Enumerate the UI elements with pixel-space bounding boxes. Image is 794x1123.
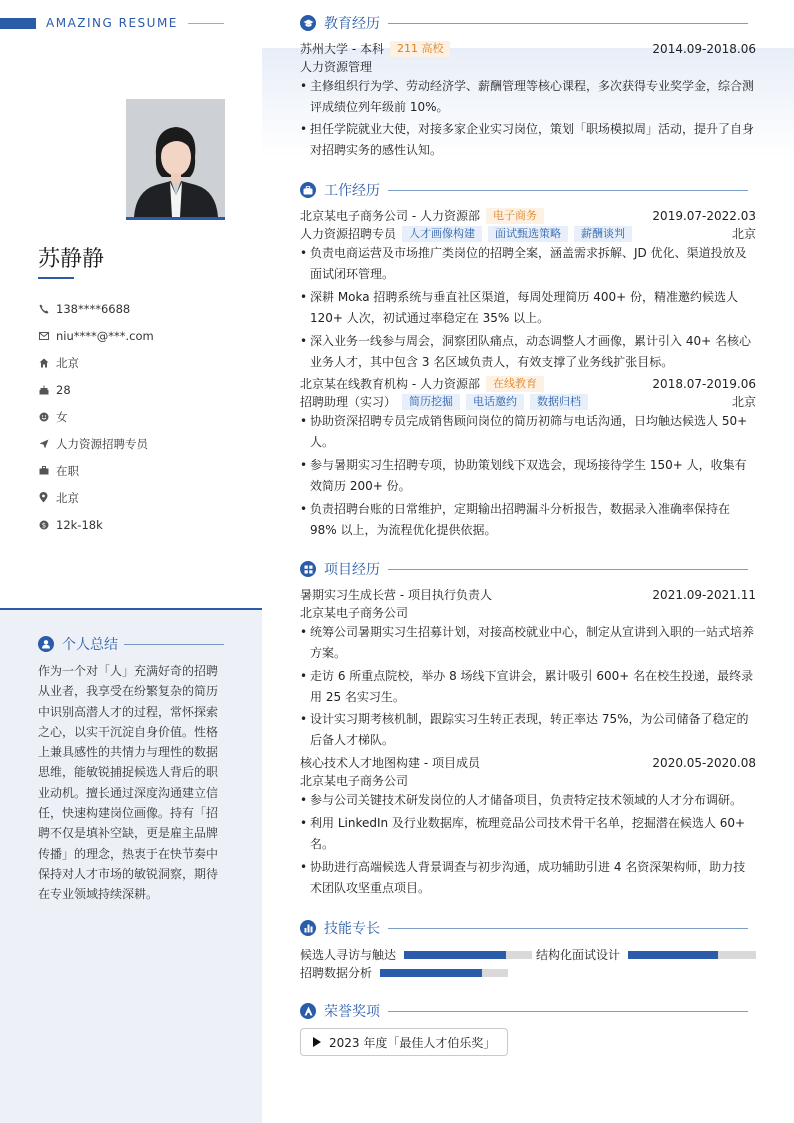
- job-city: 北京: [731, 395, 756, 409]
- job-bullet: • 协助资深招聘专员完成销售顾问岗位的简历初筛与电话沟通，日均触达候选人 50+ 人。: [300, 411, 756, 453]
- honors-heading: [300, 1001, 748, 1021]
- job-header-row: [300, 207, 756, 224]
- project-bullet: • 统筹公司暑期实习生招募计划，对接高校就业中心，制定从宣讲到入职的一站式培养方案。: [300, 622, 756, 664]
- brand-header: [0, 16, 224, 30]
- play-icon: [313, 1037, 321, 1047]
- skill-name: 结构化面试设计: [536, 948, 621, 962]
- education-heading: [300, 13, 748, 33]
- skill-bar-fill: [380, 969, 482, 977]
- contact-age: [38, 376, 248, 403]
- job-industry-tag: 电子商务: [486, 208, 544, 224]
- contact-text: 在职: [56, 463, 79, 478]
- work-heading: [300, 180, 748, 200]
- skill-item: [300, 946, 532, 963]
- projects-title: 项目经历: [324, 562, 380, 578]
- brand-bar: [0, 18, 36, 29]
- bar-chart-icon: [300, 920, 316, 936]
- job-skill-tag: 薪酬谈判: [574, 226, 632, 242]
- job-bullet: • 深入业务一线参与周会，洞察团队痛点，动态调整人才画像，累计引入 40+ 名核心业务人才，其中包含 3 名区域负责人，有效支撑了业务线扩张目标。: [300, 331, 756, 373]
- project-bullet: • 参与公司关键技术研发岗位的人才储备项目，负责特定技术领域的人才分布调研。: [300, 790, 756, 811]
- project-org-row: [300, 772, 756, 789]
- contact-location: [38, 484, 248, 511]
- job-skill-tag: 数据归档: [530, 394, 588, 410]
- school-name: 苏州大学 - 本科: [300, 42, 384, 56]
- job-skill-tag: 面试甄选策略: [488, 226, 568, 242]
- project-bullet: • 走访 6 所重点院校，举办 8 场线下宣讲会，累计吸引 600+ 名在校生投递，最终录用 25 名实习生。: [300, 666, 756, 708]
- contact-text: 12k-18k: [56, 517, 103, 532]
- profile-name: 苏静静: [38, 247, 105, 272]
- phone-icon: [38, 303, 49, 314]
- project-bullet: • 利用 LinkedIn 及行业数据库，梳理竞品公司技术骨干名单，挖掘潜在候选人 60+ 名。: [300, 813, 756, 855]
- salary-icon: [38, 519, 49, 530]
- contact-text: 人力资源招聘专员: [56, 436, 148, 451]
- major-name: 人力资源管理: [300, 60, 373, 74]
- job-bullet: • 参与暑期实习生招聘专项，协助策划线下双选会，现场接待学生 150+ 人，收集有效简历 200+ 份。: [300, 455, 756, 497]
- medal-icon: [300, 1003, 316, 1019]
- send-icon: [38, 438, 49, 449]
- contact-text: 北京: [56, 490, 79, 505]
- user-icon: [38, 636, 54, 652]
- job-company: 北京某电子商务公司 - 人力资源部: [300, 209, 480, 223]
- job-company: 北京某在线教育机构 - 人力资源部: [300, 377, 480, 391]
- skill-item: [300, 964, 508, 981]
- education-major-row: [300, 58, 756, 75]
- education-title: 教育经历: [324, 16, 380, 32]
- briefcase-icon: [38, 465, 49, 476]
- education-date: 2014.09-2018.06: [652, 41, 756, 56]
- job-role: 招聘助理（实习）: [300, 395, 397, 409]
- honors-title: 荣誉奖项: [324, 1004, 380, 1020]
- contact-text: 28: [56, 382, 71, 397]
- right-column: [262, 0, 794, 1123]
- project-header-row: [300, 586, 756, 603]
- contact-list: [38, 295, 248, 538]
- summary-title: 个人总结: [62, 637, 118, 653]
- project-org: 北京某电子商务公司: [300, 774, 409, 788]
- left-column: [0, 0, 262, 1123]
- project-name: 核心技术人才地图构建 - 项目成员: [300, 756, 480, 770]
- contact-status: [38, 457, 248, 484]
- contact-salary: [38, 511, 248, 538]
- work-divider: [388, 190, 748, 191]
- skill-item: [536, 946, 756, 963]
- job-industry-tag: 在线教育: [486, 376, 544, 392]
- summary-text: 作为一个对「人」充满好奇的招聘从业者，我享受在纷繁复杂的简历中识别高潜人才的过程，常怀探索之心，以实干沉淀自身价值。性格上兼具感性的共情力与理性的数据思维，能敏锐捕捉候选人背后的职业动机。擅长通过深度沟通建立信任，快速构建岗位画像。持有「招聘不仅是填补空缺，更是雇主品牌传播」的理念，热衷于在快节奏中保持对人才市场的敏锐洞察，期待在专业领域持续深耕。: [38, 664, 219, 902]
- contact-email: [38, 322, 248, 349]
- project-org-row: [300, 604, 756, 621]
- skills-title: 技能专长: [324, 921, 380, 937]
- graduation-cap-icon: [300, 15, 316, 31]
- job-bullet: • 负责电商运营及市场推广类岗位的招聘全案，涵盖需求拆解、JD 优化、渠道投放及面试闭环管理。: [300, 243, 756, 285]
- contact-home: [38, 349, 248, 376]
- award-item[interactable]: [300, 1028, 508, 1056]
- work-title: 工作经历: [324, 183, 380, 199]
- job-header-row: [300, 375, 756, 392]
- skill-name: 招聘数据分析: [300, 966, 373, 980]
- project-bullet: • 设计实习期考核机制，跟踪实习生转正表现，转正率达 75%，为公司储备了稳定的后备人才梯队。: [300, 709, 756, 751]
- job-skill-tag: 电话邀约: [466, 394, 524, 410]
- job-skill-tag: 人才画像构建: [402, 226, 482, 242]
- job-skill-tag: 简历挖掘: [402, 394, 460, 410]
- job-date: 2019.07-2022.03: [652, 208, 756, 223]
- job-bullet: • 深耕 Moka 招聘系统与垂直社区渠道，每周处理简历 400+ 份，精准邀约候选人 120+ 人次，初试通过率稳定在 35% 以上。: [300, 287, 756, 329]
- job-role-row: [300, 393, 756, 410]
- skill-name: 候选人寻访与触达: [300, 948, 397, 962]
- skill-bar-fill: [404, 951, 506, 959]
- svg-text:$: $: [41, 521, 46, 529]
- profile-photo: [126, 99, 225, 220]
- job-date: 2018.07-2019.06: [652, 376, 756, 391]
- contact-gender: [38, 403, 248, 430]
- school-tag: 211 高校: [390, 41, 451, 57]
- location-icon: [38, 492, 49, 503]
- project-header-row: [300, 754, 756, 771]
- skill-bar: [628, 951, 756, 959]
- education-divider: [388, 23, 748, 24]
- project-date: 2021.09-2021.11: [652, 587, 756, 602]
- grid-icon: [300, 561, 316, 577]
- project-date: 2020.05-2020.08: [652, 755, 756, 770]
- skills-heading: [300, 918, 748, 938]
- education-bullet: • 主修组织行为学、劳动经济学、薪酬管理等核心课程，多次获得专业奖学金，综合测评成绩位列年级前 10%。: [300, 76, 756, 118]
- job-bullet: • 负责招聘台账的日常维护，定期输出招聘漏斗分析报告，数据录入准确率保持在 98% 以上，为流程优化提供依据。: [300, 499, 756, 541]
- name-underline: [38, 277, 74, 279]
- projects-divider: [388, 569, 748, 570]
- contact-text: niu****@***.com: [56, 328, 154, 343]
- honors-divider: [388, 1011, 748, 1012]
- skills-divider: [388, 928, 748, 929]
- contact-text: 女: [56, 409, 68, 424]
- project-org: 北京某电子商务公司: [300, 606, 409, 620]
- project-name: 暑期实习生成长营 - 项目执行负责人: [300, 588, 492, 602]
- job-city: 北京: [731, 227, 756, 241]
- skill-bar: [404, 951, 532, 959]
- education-bullet: • 担任学院就业大使，对接多家企业实习岗位，策划「职场模拟周」活动，提升了自身对招聘实务的感性认知。: [300, 119, 756, 161]
- project-bullet: • 协助进行高端候选人背景调查与初步沟通，成功辅助引进 4 名资深架构师，助力技术团队攻坚重点项目。: [300, 857, 756, 899]
- home-icon: [38, 357, 49, 368]
- education-school-row: [300, 40, 756, 57]
- contact-phone: [38, 295, 248, 322]
- contact-text: 北京: [56, 355, 79, 370]
- summary-heading: [38, 634, 224, 654]
- skill-bar-fill: [628, 951, 718, 959]
- contact-text: 138****6688: [56, 301, 131, 316]
- gender-icon: [38, 411, 49, 422]
- job-role-row: [300, 225, 756, 242]
- skill-bar: [380, 969, 508, 977]
- cake-icon: [38, 384, 49, 395]
- projects-heading: [300, 559, 748, 579]
- brand-line: [188, 23, 224, 24]
- mail-icon: [38, 330, 49, 341]
- briefcase-icon: [300, 182, 316, 198]
- job-role: 人力资源招聘专员: [300, 227, 397, 241]
- contact-position: [38, 430, 248, 457]
- brand-text: AMAZING RESUME: [46, 16, 178, 30]
- summary-divider: [124, 644, 224, 645]
- award-text: 2023 年度「最佳人才伯乐奖」: [329, 1035, 496, 1050]
